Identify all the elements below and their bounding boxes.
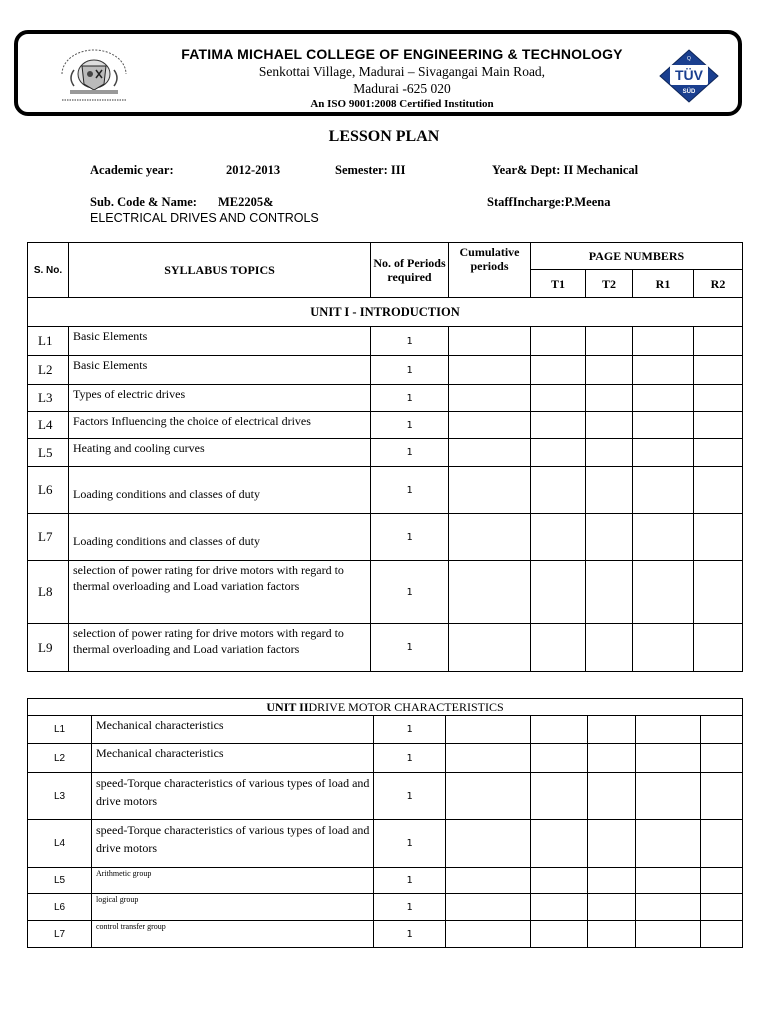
sub-code-value: ME2205& [218,195,274,209]
topic-cell: control transfer group [92,921,374,948]
lesson-number: L7 [28,514,69,561]
table-row [28,514,743,561]
lesson-number: L4 [28,820,92,868]
periods-cell: 1 [371,412,449,439]
periods-cell: 1 [374,820,446,868]
header-r2: R2 [694,270,743,298]
periods-cell: 1 [374,744,446,773]
academic-year-value: 2012-2013 [226,163,281,177]
table-row [28,744,743,773]
lesson-number: L3 [28,773,92,820]
periods-cell: 1 [371,439,449,467]
table-row [28,439,743,467]
table-row [28,894,743,921]
lesson-plan-table-unit-2 [27,698,743,948]
periods-cell: 1 [374,894,446,921]
topic-cell: Types of electric drives [69,385,371,412]
staff-incharge: StaffIncharge:P.Meena [487,195,611,209]
subject-name: ELECTRICAL DRIVES AND CONTROLS [90,211,319,225]
lesson-number: L6 [28,894,92,921]
table-row [28,412,743,439]
lesson-plan-table-unit-1 [27,242,743,672]
unit-2-number: UNIT II [266,699,309,714]
topic-cell: Heating and cooling curves [69,439,371,467]
table-row [28,467,743,514]
header-r1: R1 [633,270,694,298]
iso-certification: An ISO 9001:2008 Certified Institution [310,98,494,110]
lesson-number: L9 [28,624,69,672]
lesson-number: L1 [28,327,69,356]
table-row [28,820,743,868]
header-topics: SYLLABUS TOPICS [69,243,371,298]
header-page-numbers: PAGE NUMBERS [531,243,743,270]
topic-cell: Arithmetic group [92,868,374,894]
periods-cell: 1 [374,773,446,820]
periods-cell: 1 [374,921,446,948]
table-row [28,327,743,356]
topic-cell: Mechanical characteristics [92,716,374,744]
unit-1-title: UNIT I - INTRODUCTION [28,298,743,327]
periods-cell: 1 [371,327,449,356]
lesson-number: L5 [28,439,69,467]
svg-text:TÜV: TÜV [675,67,703,83]
periods-cell: 1 [371,624,449,672]
topic-cell: Basic Elements [69,327,371,356]
topic-cell: selection of power rating for drive motors with regard to thermal overloading and Load variation factors [69,624,371,672]
page-title: LESSON PLAN [328,128,440,145]
table-row [28,773,743,820]
topic-cell: Loading conditions and classes of duty [69,514,371,561]
header-sno: S. No. [28,243,69,298]
table-row [28,868,743,894]
college-header [14,30,742,116]
header-cumulative: Cumulative periods [449,243,531,298]
academic-year-label: Academic year: [90,163,174,177]
svg-text:SÜD: SÜD [682,89,696,95]
header-t1: T1 [531,270,586,298]
lesson-number: L6 [28,467,69,514]
tuv-certification-logo [656,48,722,104]
header-t2: T2 [586,270,633,298]
address-line-1: Senkottai Village, Madurai – Sivagangai Main Road, [258,64,546,79]
topic-cell: speed-Torque characteristics of various types of load and drive motors [92,820,374,868]
sub-code-label: Sub. Code & Name: [90,195,197,209]
periods-cell: 1 [371,467,449,514]
lesson-number: L8 [28,561,69,624]
college-name: FATIMA MICHAEL COLLEGE OF ENGINEERING & TECHNOLOGY [181,46,623,62]
periods-cell: 1 [374,868,446,894]
lesson-number: L5 [28,868,92,894]
table-row [28,921,743,948]
address-line-2: Madurai -625 020 [353,81,451,96]
semester: Semester: III [335,163,406,177]
year-dept: Year& Dept: II Mechanical [492,163,639,177]
lesson-number: L2 [28,356,69,385]
periods-cell: 1 [371,385,449,412]
topic-cell: Basic Elements [69,356,371,385]
periods-cell: 1 [371,356,449,385]
table-row [28,624,743,672]
topic-cell: Factors Influencing the choice of electrical drives [69,412,371,439]
lesson-number: L3 [28,385,69,412]
periods-cell: 1 [371,561,449,624]
table-row [28,716,743,744]
topic-cell: selection of power rating for drive motors with regard to thermal overloading and Load variation factors [69,561,371,624]
college-crest-logo [48,44,140,106]
topic-cell: Loading conditions and classes of duty [69,467,371,514]
lesson-number: L4 [28,412,69,439]
table-row [28,356,743,385]
topic-cell: Mechanical characteristics [92,744,374,773]
table-row [28,385,743,412]
lesson-number: L1 [28,716,92,744]
unit-2-title [28,699,743,716]
table-row [28,561,743,624]
periods-cell: 1 [371,514,449,561]
svg-text:Q: Q [687,56,691,62]
periods-cell: 1 [374,716,446,744]
header-periods: No. of Periods required [371,243,449,298]
lesson-number: L7 [28,921,92,948]
topic-cell: speed-Torque characteristics of various types of load and drive motors [92,773,374,820]
lesson-number: L2 [28,744,92,773]
unit-2-name: DRIVE MOTOR CHARACTERISTICS [308,699,504,714]
topic-cell: logical group [92,894,374,921]
